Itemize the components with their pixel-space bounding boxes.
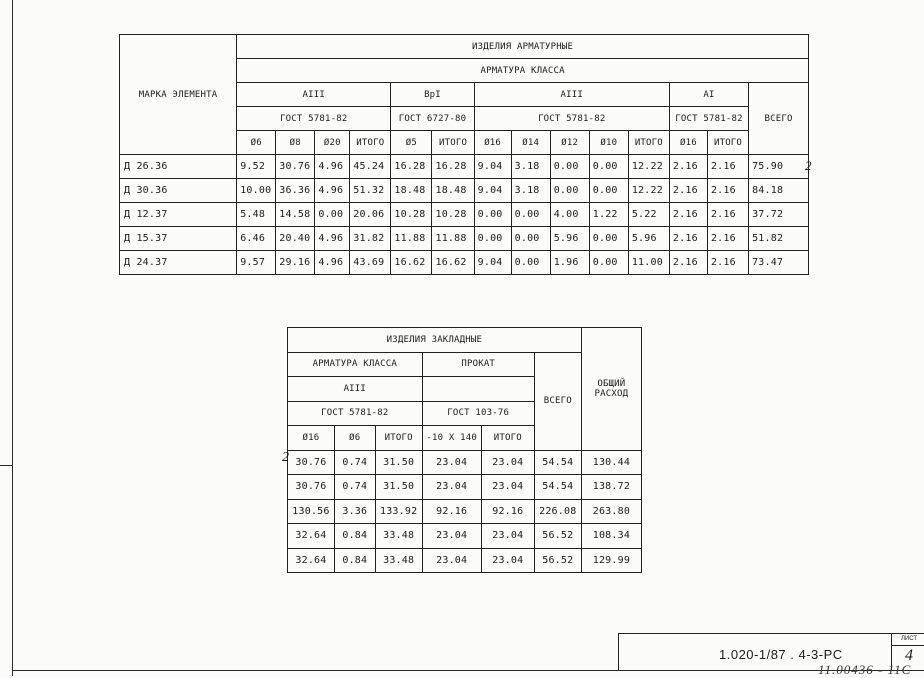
value-cell: 30.76 xyxy=(288,475,335,500)
value-cell: 129.99 xyxy=(581,548,641,573)
value-cell: 0.00 xyxy=(550,179,589,203)
value-cell: 75.90 xyxy=(749,155,809,179)
value-cell: 5.22 xyxy=(628,203,669,227)
col-header: ИТОГО xyxy=(628,131,669,155)
value-cell: 5.48 xyxy=(237,203,276,227)
value-cell: 4.00 xyxy=(550,203,589,227)
element-mark-cell: Д 12.37 xyxy=(120,203,237,227)
value-cell: 4.96 xyxy=(315,227,350,251)
value-cell: 133.92 xyxy=(375,499,422,524)
table-row xyxy=(288,548,642,573)
col-header: ИТОГО xyxy=(432,131,474,155)
value-cell: 43.69 xyxy=(350,251,391,275)
col-overall-line2: РАСХОД xyxy=(594,388,629,399)
value-cell: 130.56 xyxy=(288,499,335,524)
col-header: Ø16 xyxy=(288,426,335,451)
element-mark-cell: Д 26.36 xyxy=(120,155,237,179)
value-cell: 16.62 xyxy=(391,251,432,275)
table-row xyxy=(288,450,642,475)
col-header: ИТОГО xyxy=(481,426,534,451)
table-row xyxy=(120,251,809,275)
gost-rebar: ГОСТ 5781-82 xyxy=(288,401,423,426)
col-total-header: ВСЕГО xyxy=(749,83,809,155)
drawing-frame-tick xyxy=(0,465,12,466)
col-header: Ø16 xyxy=(669,131,707,155)
value-cell: 2.16 xyxy=(669,251,707,275)
col-header: ИТОГО xyxy=(375,426,422,451)
handwritten-mark: 2 xyxy=(282,450,289,465)
value-cell: 54.54 xyxy=(534,475,581,500)
value-cell: 31.82 xyxy=(350,227,391,251)
value-cell: 0.74 xyxy=(334,475,375,500)
value-cell: 2.16 xyxy=(669,155,707,179)
value-cell: 18.48 xyxy=(391,179,432,203)
value-cell: 23.04 xyxy=(422,548,481,573)
value-cell: 2.16 xyxy=(669,227,707,251)
value-cell: 2.16 xyxy=(669,179,707,203)
value-cell: 23.04 xyxy=(422,475,481,500)
value-cell: 0.00 xyxy=(550,155,589,179)
document-code: 1.020-1/87 . 4-3-PC xyxy=(719,647,843,662)
table-row xyxy=(288,524,642,549)
archive-stamp: 11.00436 - 11С xyxy=(818,662,912,677)
handwritten-mark: 2 xyxy=(805,158,812,173)
value-cell: 4.96 xyxy=(315,179,350,203)
value-cell: 12.22 xyxy=(628,155,669,179)
header-class: АРМАТУРА КЛАССА xyxy=(288,352,423,377)
table-row xyxy=(120,155,809,179)
value-cell: 0.00 xyxy=(511,251,550,275)
value-cell: 20.40 xyxy=(276,227,315,251)
element-mark-cell: Д 24.37 xyxy=(120,251,237,275)
value-cell: 1.22 xyxy=(589,203,628,227)
col-header: -10 X 140 xyxy=(422,426,481,451)
value-cell: 23.04 xyxy=(422,450,481,475)
value-cell: 23.04 xyxy=(422,524,481,549)
col-header: Ø16 xyxy=(474,131,511,155)
embedded-table-body xyxy=(288,450,642,573)
table-row xyxy=(288,475,642,500)
value-cell: 9.04 xyxy=(474,251,511,275)
value-cell: 0.84 xyxy=(334,524,375,549)
value-cell: 11.88 xyxy=(391,227,432,251)
group-class: AIII xyxy=(474,83,669,107)
value-cell: 4.96 xyxy=(315,251,350,275)
value-cell: 108.34 xyxy=(581,524,641,549)
group-gost: ГОСТ 5781-82 xyxy=(237,107,391,131)
value-cell: 12.22 xyxy=(628,179,669,203)
element-mark-cell: Д 30.36 xyxy=(120,179,237,203)
value-cell: 11.88 xyxy=(432,227,474,251)
value-cell: 263.80 xyxy=(581,499,641,524)
value-cell: 23.04 xyxy=(481,475,534,500)
value-cell: 2.16 xyxy=(707,227,748,251)
value-cell: 9.04 xyxy=(474,179,511,203)
value-cell: 30.76 xyxy=(288,450,335,475)
value-cell: 0.00 xyxy=(511,227,550,251)
value-cell: 23.04 xyxy=(481,548,534,573)
value-cell: 5.96 xyxy=(550,227,589,251)
value-cell: 18.48 xyxy=(432,179,474,203)
value-cell: 23.04 xyxy=(481,450,534,475)
rebar-products-table xyxy=(119,34,809,275)
element-mark-cell: Д 15.37 xyxy=(120,227,237,251)
group-gost: ГОСТ 5781-82 xyxy=(669,107,748,131)
value-cell: 73.47 xyxy=(749,251,809,275)
value-cell: 130.44 xyxy=(581,450,641,475)
col-header: Ø12 xyxy=(550,131,589,155)
value-cell: 2.16 xyxy=(707,251,748,275)
value-cell: 9.04 xyxy=(474,155,511,179)
value-cell: 32.64 xyxy=(288,548,335,573)
value-cell: 51.82 xyxy=(749,227,809,251)
header-embedded: ИЗДЕЛИЯ ЗАКЛАДНЫЕ xyxy=(288,328,582,353)
value-cell: 2.16 xyxy=(707,203,748,227)
col-mark-header: МАРКА ЭЛЕМЕНТА xyxy=(120,35,237,155)
value-cell: 0.00 xyxy=(589,155,628,179)
value-cell: 0.00 xyxy=(589,227,628,251)
value-cell: 33.48 xyxy=(375,548,422,573)
value-cell: 20.06 xyxy=(350,203,391,227)
value-cell: 2.16 xyxy=(707,179,748,203)
value-cell: 10.28 xyxy=(391,203,432,227)
value-cell: 11.00 xyxy=(628,251,669,275)
value-cell: 51.32 xyxy=(350,179,391,203)
value-cell: 92.16 xyxy=(481,499,534,524)
value-cell: 37.72 xyxy=(749,203,809,227)
col-header: ИТОГО xyxy=(350,131,391,155)
value-cell: 0.00 xyxy=(589,179,628,203)
value-cell: 2.16 xyxy=(707,155,748,179)
value-cell: 5.96 xyxy=(628,227,669,251)
sheet-label: ЛИСТ xyxy=(892,634,924,646)
rebar-table-body xyxy=(120,155,809,275)
value-cell: 16.28 xyxy=(391,155,432,179)
value-cell: 10.00 xyxy=(237,179,276,203)
col-header: Ø20 xyxy=(315,131,350,155)
value-cell: 2.16 xyxy=(669,203,707,227)
header-products: ИЗДЕЛИЯ АРМАТУРНЫЕ xyxy=(237,35,809,59)
group-gost: ГОСТ 5781-82 xyxy=(474,107,669,131)
col-header: Ø5 xyxy=(391,131,432,155)
value-cell: 32.64 xyxy=(288,524,335,549)
header-rolled: ПРОКАТ xyxy=(422,352,534,377)
col-header: Ø8 xyxy=(276,131,315,155)
value-cell: 31.50 xyxy=(375,450,422,475)
col-header: Ø14 xyxy=(511,131,550,155)
value-cell: 92.16 xyxy=(422,499,481,524)
drawing-frame-left xyxy=(12,0,13,676)
col-overall-header xyxy=(581,328,641,451)
value-cell: 56.52 xyxy=(534,548,581,573)
value-cell: 23.04 xyxy=(481,524,534,549)
sheet-number: 4 xyxy=(905,647,913,664)
value-cell: 45.24 xyxy=(350,155,391,179)
value-cell: 3.18 xyxy=(511,155,550,179)
value-cell: 10.28 xyxy=(432,203,474,227)
value-cell: 9.52 xyxy=(237,155,276,179)
value-cell: 0.74 xyxy=(334,450,375,475)
value-cell: 56.52 xyxy=(534,524,581,549)
value-cell: 36.36 xyxy=(276,179,315,203)
value-cell: 16.62 xyxy=(432,251,474,275)
group-class: AI xyxy=(669,83,748,107)
value-cell: 3.18 xyxy=(511,179,550,203)
group-gost: ГОСТ 6727-80 xyxy=(391,107,474,131)
group-class: AIII xyxy=(237,83,391,107)
value-cell: 33.48 xyxy=(375,524,422,549)
value-cell: 138.72 xyxy=(581,475,641,500)
table-row xyxy=(120,179,809,203)
value-cell: 0.00 xyxy=(589,251,628,275)
table-row xyxy=(120,203,809,227)
col-header: ИТОГО xyxy=(707,131,748,155)
embedded-items-table xyxy=(287,327,642,573)
table-row xyxy=(288,499,642,524)
class-aiii: AIII xyxy=(288,377,423,402)
header-class: АРМАТУРА КЛАССА xyxy=(237,59,809,83)
value-cell: 16.28 xyxy=(432,155,474,179)
value-cell: 4.96 xyxy=(315,155,350,179)
value-cell: 14.58 xyxy=(276,203,315,227)
value-cell: 3.36 xyxy=(334,499,375,524)
value-cell: 6.46 xyxy=(237,227,276,251)
value-cell: 9.57 xyxy=(237,251,276,275)
col-header: Ø6 xyxy=(237,131,276,155)
col-total-header: ВСЕГО xyxy=(534,352,581,450)
col-overall-line1: ОБЩИЙ xyxy=(597,378,626,389)
group-class: ВрI xyxy=(391,83,474,107)
value-cell: 0.00 xyxy=(474,203,511,227)
value-cell: 30.76 xyxy=(276,155,315,179)
table-row xyxy=(120,227,809,251)
col-header: Ø6 xyxy=(334,426,375,451)
value-cell: 0.00 xyxy=(474,227,511,251)
gost-rolled: ГОСТ 103-76 xyxy=(422,401,534,426)
value-cell: 226.08 xyxy=(534,499,581,524)
col-header: Ø10 xyxy=(589,131,628,155)
value-cell: 0.00 xyxy=(511,203,550,227)
value-cell: 1.96 xyxy=(550,251,589,275)
value-cell: 29.16 xyxy=(276,251,315,275)
value-cell: 84.18 xyxy=(749,179,809,203)
value-cell: 0.84 xyxy=(334,548,375,573)
value-cell: 54.54 xyxy=(534,450,581,475)
value-cell: 31.50 xyxy=(375,475,422,500)
value-cell: 0.00 xyxy=(315,203,350,227)
rolled-blank xyxy=(422,377,534,402)
